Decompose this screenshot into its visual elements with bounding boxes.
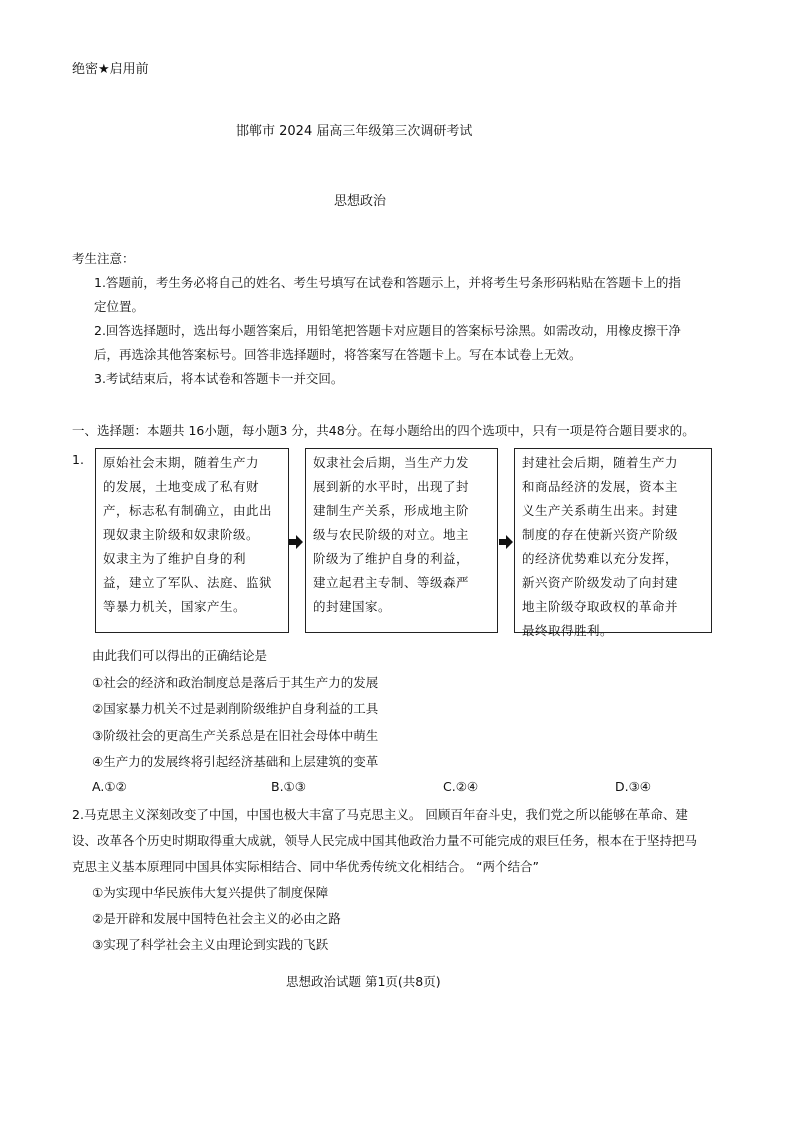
statement-item: ③阶级社会的更高生产关系总是在旧社会母体中萌生 xyxy=(92,728,379,743)
question-stem: 由此我们可以得出的正确结论是 xyxy=(92,648,268,663)
statement-item: ④生产力的发展终将引起经济基础和上层建筑的变革 xyxy=(92,754,379,769)
question-2-line: 设、改革各个历史时期取得重大成就，领导人民完成中国其他政治力量不可能完成的艰巨任务，根本在于坚持把马 xyxy=(72,833,698,848)
notice-item-3: 3.考试结束后，将本试卷和答题卡一并交回。 xyxy=(94,371,344,386)
notice-item-1: 1.答题前，考生务必将自己的姓名、考生号填写在试卷和答题示上，并将考生号条形码粘贴在答题卡上的指 定位置。 xyxy=(94,275,681,314)
arrow-right-icon xyxy=(289,535,303,549)
statement-item: ①为实现中华民族伟大复兴提供了制度保障 xyxy=(92,885,329,900)
question-number: 1. xyxy=(72,452,84,467)
section-heading: 一、选择题：本题共 16小题，每小题3 分，共48分。在每小题给出的四个选项中，只有一项是符合题目要求的。 xyxy=(72,423,695,438)
exam-title: 邯郸市 2024 届高三年级第三次调研考试 xyxy=(236,124,473,139)
option-b: B.①③ xyxy=(271,779,306,794)
statement-item: ②国家暴力机关不过是剥削阶级维护自身利益的工具 xyxy=(92,701,379,716)
process-box-slave: 奴隶社会后期，当生产力发 展到新的水平时，出现了封 建制生产关系，形成地主阶 级与农民阶级的对立。地主 阶级为了维护自身的利益， 建立起君主专制、等级森严 的封建国家。 xyxy=(305,448,498,633)
subject-title: 思想政治 xyxy=(334,194,387,209)
question-2-line: 2.马克思主义深刻改变了中国，中国也极大丰富了马克思主义。 回顾百年奋斗史，我们党之所以能够在革命、建 xyxy=(72,807,688,822)
process-box-feudal: 封建社会后期，随着生产力 和商品经济的发展，资本主 义生产关系萌生出来。封建 制度的存在使新兴资产阶级 的经济优势难以充分发挥， 新兴资产阶级发动了向封建 地主阶级夺取政权的革命并 最终取得胜利。 xyxy=(514,448,712,633)
statement-item: ②是开辟和发展中国特色社会主义的必由之路 xyxy=(92,911,341,926)
statement-item: ①社会的经济和政治制度总是落后于其生产力的发展 xyxy=(92,675,379,690)
arrow-right-icon xyxy=(499,535,513,549)
notice-item-2: 2.回答选择题时，选出每小题答案后，用铅笔把答题卡对应题目的答案标号涂黑。如需改动，用橡皮擦干净 后，再选涂其他答案标号。回答非选择题时，将答案写在答题卡上。写在本试卷上无效。 xyxy=(94,323,681,362)
question-2-line: 克思主义基本原理同中国具体实际相结合、同中华优秀传统文化相结合。 “两个结合” xyxy=(72,859,539,874)
notice-heading: 考生注意： xyxy=(72,251,135,266)
process-box-primitive: 原始社会末期，随着生产力 的发展，土地变成了私有财 产，标志私有制确立，由此出 现奴隶主阶级和奴隶阶级。 奴隶主为了维护自身的利 益，建立了军队、法庭、监狱 等暴力机关，国家产生。 xyxy=(95,448,289,633)
option-a: A.①② xyxy=(92,779,127,794)
statement-item: ③实现了科学社会主义由理论到实践的飞跃 xyxy=(92,937,329,952)
confidential-mark: 绝密★启用前 xyxy=(72,62,149,77)
option-d: D.③④ xyxy=(615,779,652,794)
page-footer: 思想政治试题 第1页(共8页) xyxy=(286,974,441,989)
option-c: C.②④ xyxy=(443,779,479,794)
